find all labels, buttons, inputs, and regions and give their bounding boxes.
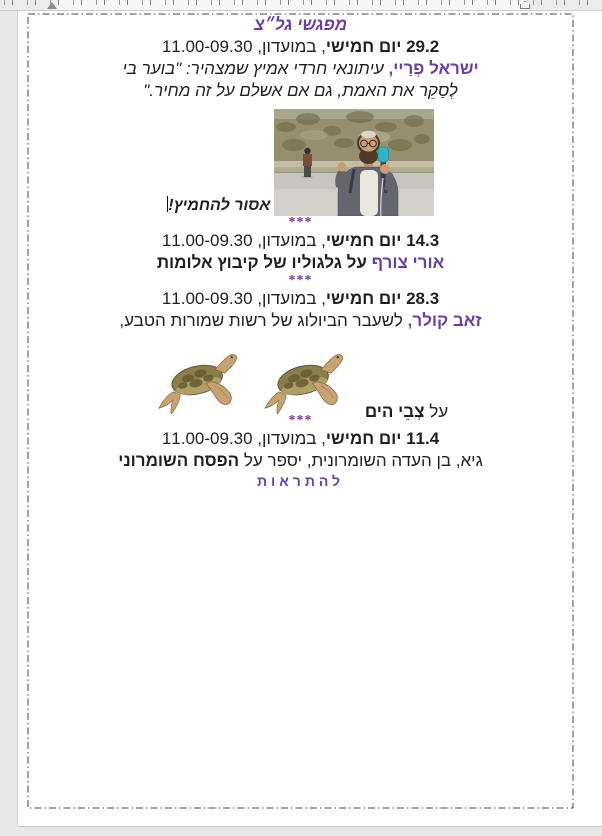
meeting2-date-line — [28, 230, 573, 252]
turtle-row — [28, 353, 573, 421]
meeting4-description: גיא, בן העדה השומרונית, יספר על — [239, 451, 483, 470]
meeting4-time: 11.00-09.30 — [161, 429, 253, 448]
separator-1: *** — [288, 215, 313, 230]
meeting4-date: 11.4 יום חמישי — [325, 429, 440, 448]
meeting2-time: 11.00-09.30 — [161, 231, 253, 250]
meeting1-quote-line: לְסַקֵר את האמת, גם אם אשלם על זה מחיר." — [143, 81, 458, 100]
ruler-ticks — [0, 0, 602, 5]
meeting1-date: 29.2 יום חמישי — [325, 37, 440, 56]
separator-3: *** — [288, 413, 313, 428]
meeting3-date-line — [28, 288, 573, 310]
meeting3-date: 28.3 יום חמישי — [325, 289, 440, 308]
meeting4-venue: , במועדון, — [252, 429, 326, 448]
meeting3-description: לשעבר הביולוג של רשות שמורות הטבע, — [119, 311, 408, 330]
meeting4-topic-line — [28, 450, 573, 472]
photo-caption: אסור להחמיץ! — [168, 197, 271, 214]
meeting1-speaker-line — [28, 58, 573, 80]
meeting2-venue: , במועדון, — [252, 231, 326, 250]
sea-turtle-image-2[interactable] — [153, 353, 245, 414]
reporter-photo[interactable] — [274, 109, 434, 216]
meeting1-time: 11.00-09.30 — [161, 37, 253, 56]
meeting1-description: עיתונאי חרדי אמיץ שמצהיר: "בוער בי — [122, 59, 389, 78]
horizontal-ruler[interactable] — [0, 0, 602, 11]
document-page[interactable] — [18, 11, 602, 826]
indent-marker-left[interactable] — [47, 2, 57, 9]
photo-caption-wrap — [167, 194, 271, 216]
meeting4-topic: הפסח השומרוני — [118, 451, 240, 470]
meeting2-date: 14.3 יום חמישי — [325, 231, 440, 250]
meeting3-venue: , במועדון, — [252, 289, 326, 308]
meeting3-speaker: זאב קולר, — [407, 311, 482, 330]
meeting3-topic-pre: על — [424, 402, 449, 421]
sea-turtle-image-1[interactable] — [259, 353, 351, 414]
closing-line: להתראות — [256, 473, 345, 489]
meeting2-topic: על גלגוליו של קיבוץ אלומות — [156, 253, 372, 272]
meeting3-time: 11.00-09.30 — [161, 289, 253, 308]
meeting3-topic-bold: צְבֵי הים — [364, 402, 425, 421]
meeting1-venue: , במועדון, — [252, 37, 326, 56]
doc-title: מפגשי גל״צ — [253, 15, 348, 34]
document-content[interactable] — [28, 14, 573, 490]
meeting3-topic — [365, 401, 448, 423]
meeting2-speaker: אורי צורף — [371, 253, 445, 272]
meeting1-date-line — [28, 36, 573, 58]
reporter-photo-row — [28, 109, 573, 216]
meeting1-speaker: ישראל פְרַיי, — [388, 59, 479, 78]
separator-2: *** — [288, 273, 313, 288]
meeting3-speaker-line — [28, 310, 573, 332]
meeting2-topic-line — [28, 252, 573, 274]
meeting4-date-line — [28, 428, 573, 450]
